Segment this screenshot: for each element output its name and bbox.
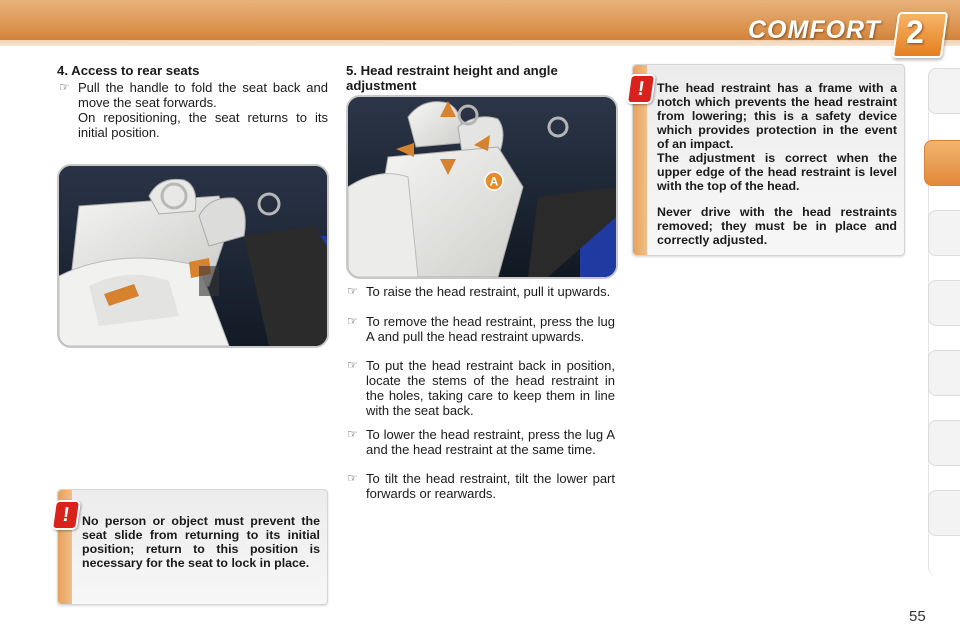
head-restraint-illustration <box>348 97 616 277</box>
warning-icon: ! <box>51 500 81 530</box>
section-5-item-3: To put the head restraint back in position, locate the stems of the head restraint in the holes, taking care to keep them in line with the seat back. <box>366 358 615 418</box>
warning-text-seat-slide: No person or object must prevent the seat slide from returning to its initial position; return to this position is necessary for the seat to lock in place. <box>82 514 320 570</box>
page-number: 55 <box>909 608 926 625</box>
bullet-icon: ☞ <box>347 314 358 328</box>
bullet-icon: ☞ <box>59 80 70 94</box>
bullet-icon: ☞ <box>347 427 358 441</box>
section-5-item-4: To lower the head restraint, press the lug A and the head restraint at the same time. <box>366 427 615 457</box>
chapter-tab-2[interactable] <box>924 140 960 186</box>
section-5-item-5: To tilt the head restraint, tilt the lower part forwards or rearwards. <box>366 471 615 501</box>
warning-text-1: The head restraint has a frame with a notch which prevents the head restraint from lowering; this is a safety device which provides protection in the event of an impact. <box>657 81 897 151</box>
chapter-tab-1[interactable] <box>928 68 960 114</box>
section-4-text: Pull the handle to fold the seat back and move the seat forwards. <box>78 80 328 110</box>
section-4-title: 4. Access to rear seats <box>57 63 200 78</box>
rear-seat-figure <box>57 164 329 348</box>
head-restraint-figure <box>346 95 618 279</box>
warning-box-seat-slide <box>57 489 328 605</box>
chapter-tabs <box>928 68 960 578</box>
bullet-icon: ☞ <box>347 284 358 298</box>
warning-icon: ! <box>626 74 656 104</box>
section-5-item-2: To remove the head restraint, press the lug A and pull the head restraint upwards. <box>366 314 615 344</box>
chapter-tab-6[interactable] <box>928 420 960 466</box>
chapter-tab-5[interactable] <box>928 350 960 396</box>
chapter-tab-3[interactable] <box>928 210 960 256</box>
rear-seat-illustration <box>59 166 327 346</box>
chapter-tab-7[interactable] <box>928 490 960 536</box>
section-5-item-1: To raise the head restraint, pull it upwards. <box>366 284 611 299</box>
bullet-icon: ☞ <box>347 358 358 372</box>
warning-box-head-restraint <box>632 64 905 256</box>
warning-text-2: The adjustment is correct when the upper edge of the head restraint is level with the top of the head. <box>657 151 897 193</box>
chapter-title: COMFORT <box>748 16 881 44</box>
section-4-subtext: On repositioning, the seat returns to its initial position. <box>78 110 328 140</box>
chapter-number: 2 <box>906 14 924 50</box>
bullet-icon: ☞ <box>347 471 358 485</box>
lug-a-label: A <box>489 174 499 189</box>
chapter-tab-4[interactable] <box>928 280 960 326</box>
warning-text-3: Never drive with the head restraints removed; they must be in place and correctly adjusted. <box>657 205 897 247</box>
section-5-title: 5. Head restraint height and angle adjustment <box>346 63 558 93</box>
